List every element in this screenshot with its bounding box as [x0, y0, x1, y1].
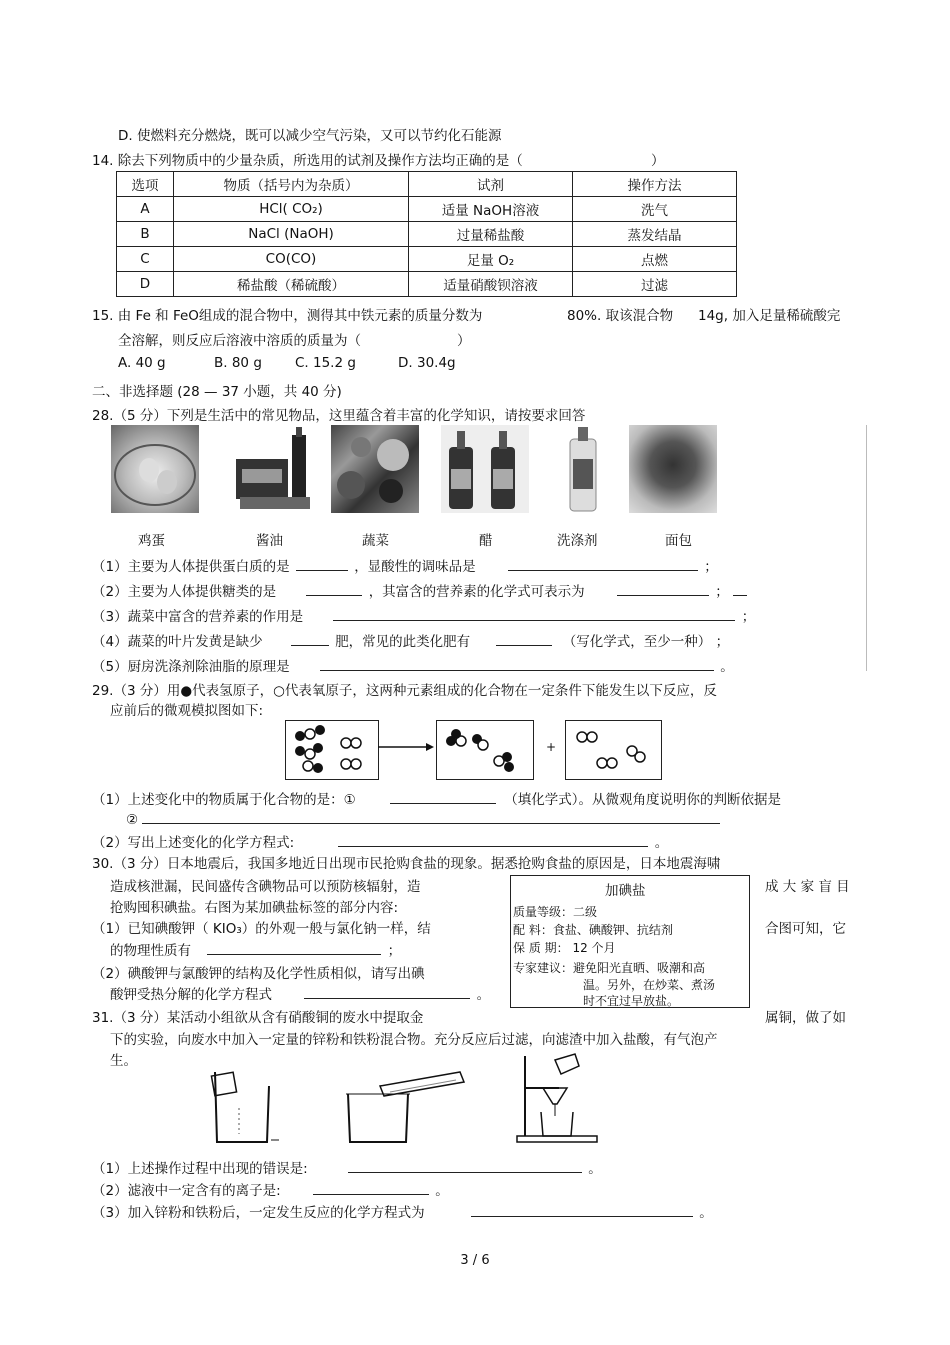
molecule-diagram-after-2 — [566, 721, 661, 779]
salt-label-advice-3: 时不宜过早放盐。 — [583, 994, 680, 1008]
q31-1-end: 。 — [588, 1161, 602, 1177]
cell: 适量硝酸钡溶液 — [409, 272, 573, 297]
q28-5-end: 。 — [720, 659, 734, 675]
section-heading: 二、非选择题 (28 — 37 小题，共 40 分) — [92, 384, 342, 400]
q15-option-c: C. 15.2 g — [295, 355, 356, 371]
cell: D — [117, 272, 174, 297]
q28-3-text-a: （3）蔬菜中富含的营养素的作用是 — [92, 609, 304, 625]
q29-2-text: （2）写出上述变化的化学方程式: — [92, 835, 295, 851]
q30-2-end: 。 — [476, 987, 491, 1003]
q15-option-b: B. 80 g — [214, 355, 262, 371]
item-detergent-label: 洗涤剂 — [557, 533, 598, 549]
q29-1-circled-2: ② — [126, 812, 139, 828]
q29-stem-2: 应前后的微观模拟图如下: — [110, 703, 264, 719]
salt-label-advice-1: 专家建议：避免阳光直晒、吸潮和高 — [513, 961, 706, 975]
q29-1-blank-b[interactable] — [142, 810, 720, 824]
salt-label-grade: 质量等级：二级 — [513, 905, 598, 919]
q29-1-text-a: （1）上述变化中的物质属于化合物的是：① — [92, 792, 356, 808]
egg-photo — [111, 425, 199, 513]
salt-label-advice-2: 温。另外，在炒菜、煮汤 — [583, 978, 716, 992]
cell: 点燃 — [573, 247, 737, 272]
q30-1b-text: 的物理性质有 — [110, 943, 191, 959]
beaker-pouring-icon — [205, 1068, 285, 1148]
cell: 蒸发结晶 — [573, 222, 737, 247]
q29-1-text-b: （填化学式）。从微观角度说明你的判断依据是 — [504, 792, 782, 808]
q28-4-blank-a[interactable] — [291, 632, 329, 646]
q28-1-end: ； — [704, 559, 718, 575]
q28-2-blank-c[interactable] — [733, 582, 747, 596]
q30-1-blank[interactable] — [207, 941, 381, 955]
item-vinegar-label: 醋 — [479, 533, 493, 549]
salt-label-title: 加碘盐 — [605, 883, 646, 899]
q28-4 — [92, 630, 729, 650]
q28-1-text-a: （1）主要为人体提供蛋白质的是 — [92, 559, 290, 575]
cell: 洗气 — [573, 197, 737, 222]
q28-5-blank[interactable] — [320, 657, 714, 671]
q31-1 — [92, 1157, 602, 1177]
cell: HCl( CO₂) — [174, 197, 409, 222]
q31-3-end: 。 — [699, 1205, 713, 1221]
q29-box-before — [285, 720, 379, 780]
detergent-photo — [540, 425, 628, 513]
q29-1-blank-a[interactable] — [390, 790, 496, 804]
q30-2-blank[interactable] — [304, 985, 470, 999]
q28-3-blank[interactable] — [333, 607, 735, 621]
table-row — [117, 272, 737, 297]
q30-stem-3: 抢购囤积碘盐。右图为某加碘盐标签的部分内容: — [110, 900, 399, 916]
header-option: 选项 — [117, 172, 174, 197]
q15-close-paren: ） — [457, 333, 471, 349]
q15-line1a: 15. 由 Fe 和 FeO组成的混合物中，测得其中铁元素的质量分数为 — [92, 308, 483, 324]
q28-2-blank-b[interactable] — [617, 582, 709, 596]
q28-3-end: ； — [741, 609, 756, 625]
q15-option-a: A. 40 g — [118, 355, 166, 371]
header-reagent: 试剂 — [409, 172, 573, 197]
cell: 适量 NaOH溶液 — [409, 197, 573, 222]
cell: A — [117, 197, 174, 222]
salt-label-ingredients: 配 料：食盐、碘酸钾、抗结剂 — [513, 923, 673, 937]
q31-3 — [92, 1201, 713, 1221]
q29-stem-1: 29.（3 分）用●代表氢原子，○代表氧原子，这两种元素组成的化合物在一定条件下能发生以下反应，反 — [92, 683, 717, 699]
q28-stem: 28.（5 分）下列是生活中的常见物品，这里蕴含着丰富的化学知识，请按要求回答 — [92, 408, 586, 424]
cell: B — [117, 222, 174, 247]
q28-2 — [92, 580, 747, 600]
q28-5 — [92, 655, 734, 675]
q28-2-text-a: （2）主要为人体提供糖类的是 — [92, 584, 277, 600]
q29-box-after-2 — [565, 720, 662, 780]
table-row — [117, 247, 737, 272]
vinegar-photo — [441, 425, 529, 513]
item-bread-label: 面包 — [665, 533, 692, 549]
q31-3-blank[interactable] — [471, 1203, 693, 1217]
q15-line1b: 80%. 取该混合物 — [567, 308, 674, 324]
reaction-arrow-icon — [378, 740, 434, 754]
q28-2-text-b: ，其富含的营养素的化学式可表示为 — [368, 584, 585, 600]
filtration-setup-icon — [515, 1052, 601, 1144]
beaker-transfer-icon — [340, 1068, 470, 1148]
q14-close-paren: ） — [651, 153, 665, 169]
item-soy-label: 酱油 — [256, 533, 283, 549]
q31-stem-2: 下的实验，向废水中加入一定量的锌粉和铁粉混合物。充分反应后过滤，向滤渣中加入盐酸，有气泡产 — [110, 1032, 718, 1048]
q28-1-blank-b[interactable] — [508, 557, 698, 571]
q29-2-end: 。 — [654, 835, 669, 851]
q30-stem-1: 30.（3 分）日本地震后，我国多地近日出现市民抢购食盐的现象。据悉抢购食盐的原因是，日本地震海啸 — [92, 856, 721, 872]
q31-stem-3: 生。 — [110, 1053, 137, 1069]
cell: 稀盐酸（稀硫酸） — [174, 272, 409, 297]
soy-sauce-photo — [230, 425, 318, 513]
q31-1-text: （1）上述操作过程中出现的错误是: — [92, 1161, 308, 1177]
cell: 过滤 — [573, 272, 737, 297]
q15-line1c: 14g, 加入足量稀硫酸完 — [698, 308, 841, 324]
q28-4-text-b: 肥，常见的此类化肥有 — [335, 634, 471, 650]
q31-3-text: （3）加入锌粉和铁粉后，一定发生反应的化学方程式为 — [92, 1205, 425, 1221]
vegetables-photo — [331, 425, 419, 513]
q28-5-text-a: （5）厨房洗涤剂除油脂的原理是 — [92, 659, 290, 675]
q28-1-text-b: ，显酸性的调味品是 — [354, 559, 476, 575]
q28-3 — [92, 605, 755, 625]
q28-2-end: ； — [715, 584, 729, 600]
q28-4-blank-b[interactable] — [496, 632, 552, 646]
q30-stem-2: 造成核泄漏，民间盛传含碘物品可以预防核辐射，造 — [110, 879, 421, 895]
q30-1a: （1）已知碘酸钾（ KIO₃）的外观一般与氯化钠一样，结 — [92, 921, 431, 937]
page-number: 3 / 6 — [460, 1253, 490, 1268]
q30-1-end: ； — [387, 943, 402, 959]
cell: CO(CO) — [174, 247, 409, 272]
table-header-row — [117, 172, 737, 197]
q15-option-d: D. 30.4g — [398, 355, 456, 371]
bread-photo — [629, 425, 717, 513]
q31-2 — [92, 1179, 449, 1199]
q28-4-text-a: （4）蔬菜的叶片发黄是缺少 — [92, 634, 263, 650]
table-row — [117, 197, 737, 222]
q30-2a: （2）碘酸钾与氯酸钾的结构及化学性质相似，请写出碘 — [92, 966, 425, 982]
molecule-diagram-after-1 — [437, 721, 533, 779]
q28-2-blank-a[interactable] — [306, 582, 362, 596]
q30-2b — [110, 983, 490, 1003]
q14-stem: 14. 除去下列物质中的少量杂质，所选用的试剂及操作方法均正确的是（ — [92, 153, 523, 169]
q28-1-blank-a[interactable] — [296, 557, 348, 571]
q28-4-end: （写化学式，至少一种） ； — [562, 634, 730, 650]
q29-2 — [92, 831, 668, 851]
q30-1b — [110, 939, 401, 959]
salt-label-shelf-life: 保 质 期： 12 个月 — [513, 941, 616, 955]
q29-1 — [92, 788, 781, 808]
header-substance: 物质（括号内为杂质） — [174, 172, 409, 197]
table-row — [117, 222, 737, 247]
item-egg-label: 鸡蛋 — [138, 533, 165, 549]
molecule-diagram-before — [286, 721, 378, 779]
item-veg-label: 蔬菜 — [362, 533, 389, 549]
q29-box-after-1 — [436, 720, 534, 780]
q29-1b — [126, 810, 720, 828]
q31-stem-1-right: 属铜，做了如 — [765, 1010, 846, 1026]
q15-line2: 全溶解，则反应后溶液中溶质的质量为（ — [118, 333, 361, 349]
q29-2-blank[interactable] — [338, 833, 648, 847]
q31-2-text: （2）滤液中一定含有的离子是: — [92, 1183, 281, 1199]
q31-2-blank[interactable] — [313, 1181, 429, 1195]
q31-2-end: 。 — [435, 1183, 449, 1199]
iodized-salt-label — [510, 875, 750, 1008]
cell: C — [117, 247, 174, 272]
q14-table — [116, 171, 737, 297]
q30-2b-text: 酸钾受热分解的化学方程式 — [110, 987, 272, 1003]
cell: 过量稀盐酸 — [409, 222, 573, 247]
q30-1-right: 合图可知，它 — [765, 921, 846, 937]
q30-stem-2-right: 成 大 家 盲 目 — [765, 879, 850, 895]
plus-sign: + — [546, 740, 557, 754]
q28-frame-line — [866, 425, 867, 671]
q28-1 — [92, 555, 718, 575]
cell: 足量 O₂ — [409, 247, 573, 272]
q31-1-blank[interactable] — [348, 1159, 582, 1173]
q31-stem-1: 31.（3 分）某活动小组欲从含有硝酸铜的废水中提取金 — [92, 1010, 424, 1026]
cell: NaCl (NaOH) — [174, 222, 409, 247]
q13-option-d: D. 使燃料充分燃烧，既可以减少空气污染，又可以节约化石能源 — [118, 128, 502, 144]
header-method: 操作方法 — [573, 172, 737, 197]
